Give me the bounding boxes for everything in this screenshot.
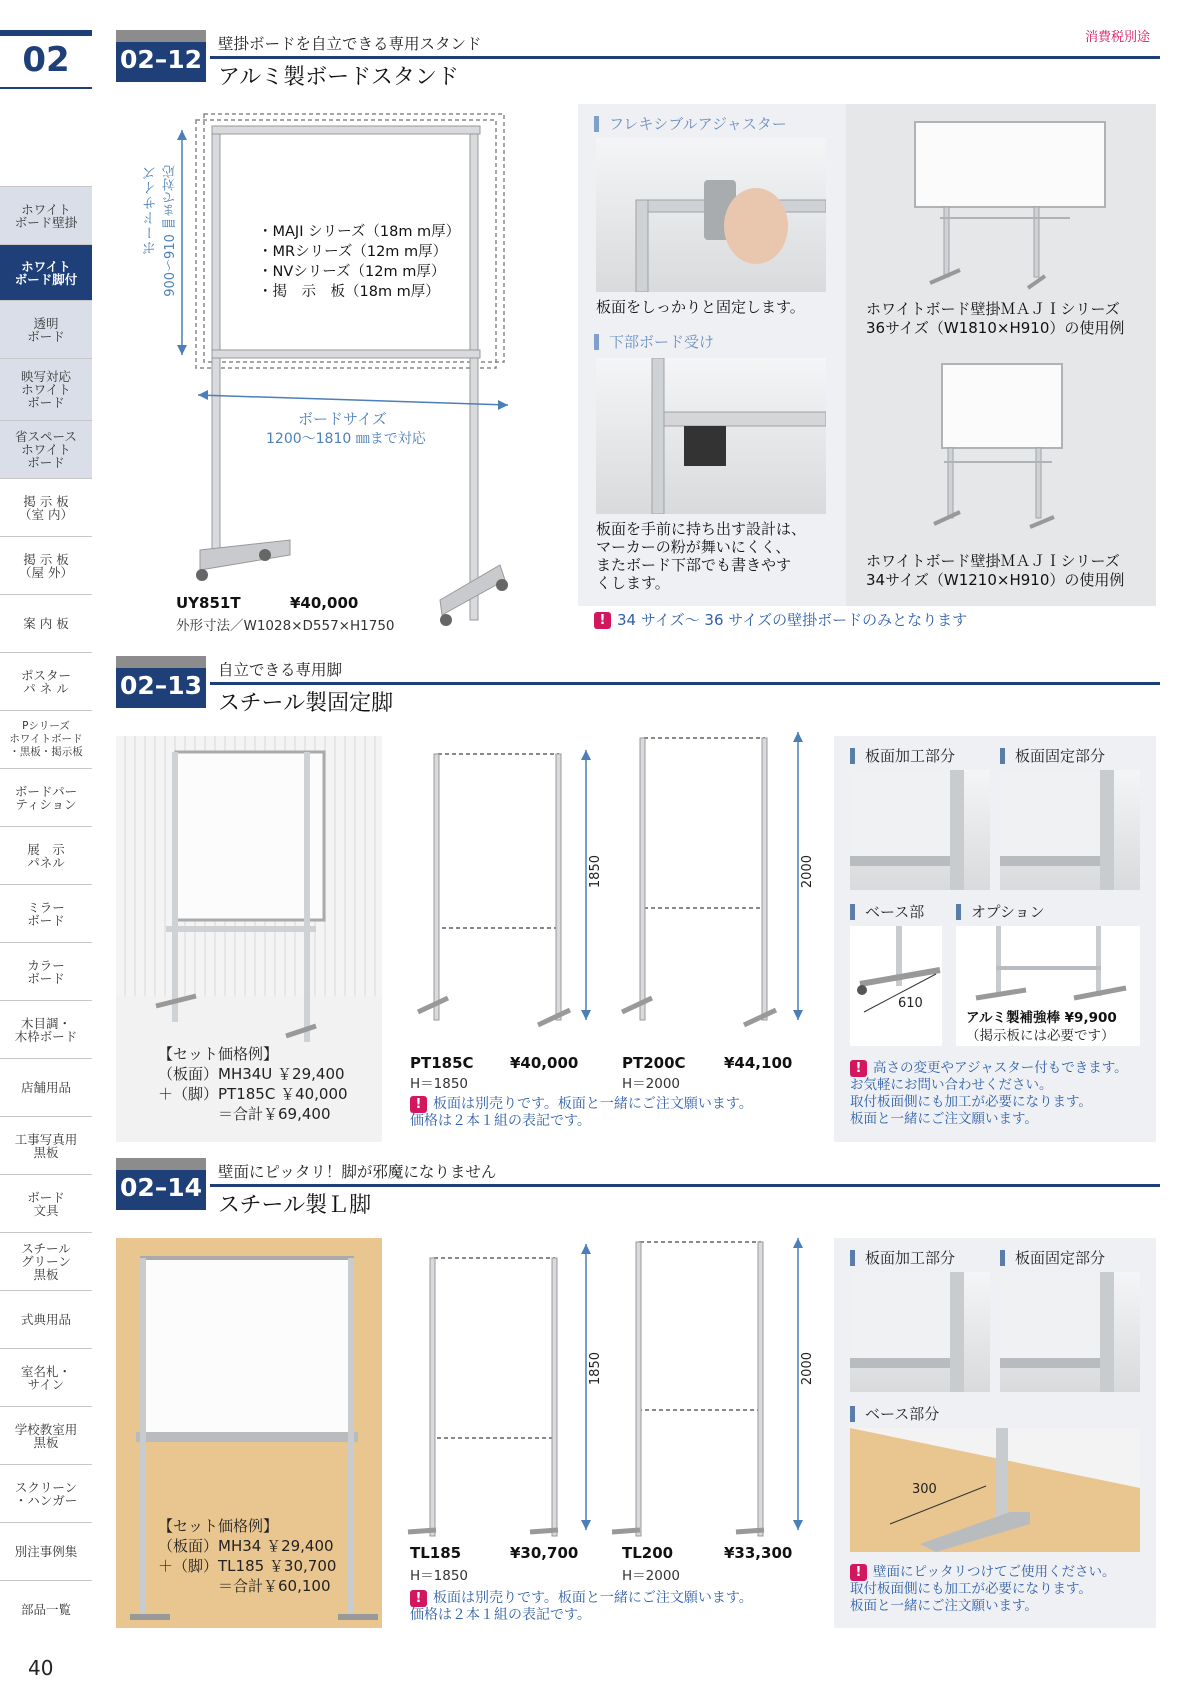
sidebar-item-label: 案 内 板: [23, 616, 69, 631]
board-fixing-label: 板面固定部分: [1000, 1250, 1105, 1266]
caster-text: 板面をしっかりと固定します。: [596, 298, 805, 316]
sidebar-item-label: ミラー ボード: [27, 899, 65, 928]
sold-separately-note: ! 板面は別売りです。板面と一緒にご注文願います。 価格は２本１組の表記です。: [410, 1096, 753, 1129]
sidebar-item[interactable]: [0, 1058, 92, 1116]
height-dimension: 2000: [800, 1352, 815, 1386]
sidebar-item-label: ボード 文具: [27, 1189, 65, 1218]
sidebar-item-label: ポスター パ ネ ル: [20, 667, 71, 696]
board-size-vertical-label: ボードサイズ: [142, 165, 158, 255]
custom-order-note: ! 高さの変更やアジャスター付もできます。 お気軽にお問い合わせください。 取付板面側にも加工が必要になります。 板面と一緒にご注文願います。: [850, 1060, 1128, 1127]
product-height: H＝2000: [622, 1076, 681, 1092]
sidebar-item[interactable]: [0, 1116, 92, 1174]
section-title: アルミ製ボードスタンド: [218, 65, 459, 90]
sidebar-item[interactable]: [0, 420, 92, 478]
steel-stand-diagram: [400, 730, 820, 1050]
sidebar-item[interactable]: [0, 1290, 92, 1348]
board-size-horizontal-range: 1200〜1810 ㎜まで対応: [266, 431, 426, 447]
sidebar-item[interactable]: [0, 1000, 92, 1058]
sidebar-item[interactable]: [0, 1464, 92, 1522]
sidebar-item[interactable]: [0, 884, 92, 942]
sidebar-item-label: 店舗用品: [20, 1080, 71, 1095]
product-code: PT200C: [622, 1054, 686, 1072]
board-processing-photo: [850, 1272, 990, 1392]
sidebar-item[interactable]: [0, 478, 92, 536]
sidebar-item[interactable]: [0, 594, 92, 652]
board-fixing-photo: [1000, 1272, 1140, 1392]
sidebar-item-label: 学校教室用 黒板: [14, 1421, 78, 1450]
product-price: ¥30,700: [510, 1544, 579, 1562]
sidebar-item[interactable]: [0, 244, 92, 300]
warning-icon: !: [410, 1590, 427, 1607]
sidebar-item[interactable]: [0, 768, 92, 826]
set-price-example: 【セット価格例】 （板面）MH34 ￥29,400 ＋（脚）TL185 ￥30,700 ＝合計￥60,100: [158, 1517, 337, 1595]
sidebar-item[interactable]: [0, 652, 92, 710]
board-fixing-label: 板面固定部分: [1000, 748, 1105, 764]
sidebar-item-label: ボードパー ティション: [14, 783, 78, 812]
sidebar-item[interactable]: [0, 1580, 92, 1638]
section-code-02-14: 02–14: [116, 1158, 206, 1210]
sidebar-item-label: 部品一覧: [20, 1602, 71, 1617]
base-label: ベース部: [850, 904, 924, 920]
compatibility-note: ! 34 サイズ〜 36 サイズの壁掛ボードのみとなります: [594, 612, 967, 629]
sidebar-item[interactable]: [0, 710, 92, 768]
board-size-vertical-range: 900〜910 ㎜まで対応: [163, 165, 178, 297]
product-height: H＝1850: [410, 1568, 469, 1584]
sidebar-item[interactable]: [0, 536, 92, 594]
warning-icon: !: [850, 1060, 867, 1077]
bottom-support-label: 下部ボード受け: [594, 334, 714, 350]
base-dimension: 610: [898, 996, 923, 1011]
warning-icon: !: [594, 612, 611, 629]
sidebar-item[interactable]: [0, 1174, 92, 1232]
sidebar-item[interactable]: [0, 942, 92, 1000]
section-rule: [210, 1184, 1160, 1187]
product-price: ¥33,300: [724, 1544, 793, 1562]
page-number: 40: [28, 1656, 54, 1680]
board-fixing-photo: [1000, 770, 1140, 890]
usage-example-34-illustration: [930, 362, 1070, 532]
warning-icon: !: [410, 1096, 427, 1113]
bottom-support-text: 板面を手前に持ち出す設計は、 マーカーの粉が舞いにくく、 またボード下部でも書きやす くします。: [596, 520, 807, 592]
usage-example-36-illustration: [910, 118, 1110, 293]
product-code: TL185: [410, 1544, 462, 1562]
sidebar-item-label: 展 示 パネル: [27, 841, 65, 870]
height-dimension: 2000: [800, 855, 815, 889]
aluminum-stand-illustration: [130, 100, 530, 630]
installation-note: ! 壁面にピッタリつけてご使用ください。 取付板面側にも加工が必要になります。 板面と一緒にご注文願います。: [850, 1564, 1116, 1614]
sidebar-item-label: 室名札・ サイン: [20, 1363, 71, 1392]
section-subtitle: 自立できる専用脚: [218, 661, 343, 679]
sidebar-item-label: 式典用品: [20, 1312, 71, 1327]
sold-separately-note: ! 板面は別売りです。板面と一緒にご注文願います。 価格は２本１組の表記です。: [410, 1590, 753, 1623]
base-label: ベース部分: [850, 1406, 939, 1422]
sidebar-item-label: スチール グリーン 黒板: [21, 1241, 71, 1282]
sidebar-item-label: 掲 示 板 （屋 外）: [19, 551, 73, 580]
sidebar-item-label: スクリーン ・ハンガー: [14, 1479, 78, 1508]
section-rule: [210, 56, 1160, 59]
option-name: アルミ製補強棒 ¥9,900: [966, 1010, 1117, 1026]
board-processing-label: 板面加工部分: [850, 748, 955, 764]
board-processing-label: 板面加工部分: [850, 1250, 955, 1266]
section-subtitle: 壁掛ボードを自立できる専用スタンド: [218, 35, 482, 53]
usage-example-36-caption: ホワイトボード壁掛ＭＡＪＩシリーズ 36サイズ（W1810×H910）の使用例: [866, 300, 1125, 337]
chapter-number: 02: [22, 40, 70, 80]
option-note: （掲示板には必要です）: [966, 1028, 1115, 1044]
base-dimension: 300: [912, 1482, 937, 1497]
base-photo: [850, 926, 942, 1046]
sidebar-item[interactable]: [0, 826, 92, 884]
board-processing-photo: [850, 770, 990, 890]
section-title: スチール製固定脚: [218, 691, 394, 716]
l-leg-base-photo: [850, 1428, 1140, 1552]
sidebar-item-label: 掲 示 板 （室 内）: [19, 493, 73, 522]
section-code-02-13: 02–13: [116, 656, 206, 708]
sidebar-item[interactable]: [0, 1348, 92, 1406]
height-dimension: 1850: [588, 1352, 603, 1386]
usage-example-34-caption: ホワイトボード壁掛ＭＡＪＩシリーズ 34サイズ（W1210×H910）の使用例: [866, 552, 1125, 589]
product-dimensions: 外形寸法／W1028×D557×H1750: [176, 618, 395, 634]
sidebar-item-label: 映写対応 ホワイト ボード: [20, 369, 71, 410]
product-height: H＝2000: [622, 1568, 681, 1584]
sidebar-item[interactable]: [0, 1406, 92, 1464]
sidebar-item-label: ホワイト ボード脚付: [14, 258, 78, 287]
option-label: オプション: [956, 904, 1045, 920]
sidebar-item[interactable]: [0, 358, 92, 420]
sidebar-item[interactable]: [0, 186, 92, 244]
product-height: H＝1850: [410, 1076, 469, 1092]
sidebar-item-label: 省スペース ホワイト ボード: [15, 429, 77, 470]
product-price: ¥40,000: [510, 1054, 579, 1072]
sidebar-item-label: カラー ボード: [27, 957, 65, 986]
sidebar-item-label: 透明 ボード: [27, 315, 65, 344]
section-subtitle: 壁面にピッタリ！脚が邪魔になりません: [218, 1163, 497, 1181]
sidebar-item-label: 工事写真用 黒板: [14, 1131, 78, 1160]
set-price-example: 【セット価格例】 （板面）MH34U ￥29,400 ＋（脚）PT185C ￥40,000 ＝合計￥69,400: [158, 1045, 348, 1123]
caster-photo: [596, 138, 826, 292]
chapter-sidebar: [0, 0, 92, 1697]
board-size-horizontal-label: ボードサイズ: [298, 410, 387, 428]
height-dimension: 1850: [588, 855, 603, 889]
bottom-support-photo: [596, 358, 826, 514]
product-code: TL200: [622, 1544, 674, 1562]
product-price: ¥44,100: [724, 1054, 793, 1072]
product-code: UY851T: [176, 594, 241, 612]
sidebar-item-label: 木目調・ 木枠ボード: [14, 1015, 78, 1044]
section-title: スチール製Ｌ脚: [218, 1193, 372, 1218]
sidebar-item[interactable]: [0, 300, 92, 358]
sidebar-item-label: 別注事例集: [14, 1544, 78, 1559]
tax-note: 消費税別途: [1085, 30, 1151, 45]
caster-label: フレキシブルアジャスター: [594, 116, 787, 132]
compatible-series: ・MAJI シリーズ（18m m厚） ・MRシリーズ（12m m厚） ・NVシリーズ（12m m厚） ・掲 示 板（18m m厚）: [258, 224, 461, 300]
product-price: ¥40,000: [290, 594, 359, 612]
product-code: PT185C: [410, 1054, 474, 1072]
l-leg-diagram: [400, 1232, 820, 1542]
sidebar-item-label: ホワイト ボード壁掛: [14, 201, 78, 230]
warning-icon: !: [850, 1564, 867, 1581]
section-rule: [210, 682, 1160, 685]
chapter-marker: [0, 30, 92, 90]
section-code-02-12: 02–12: [116, 30, 206, 82]
sidebar-item[interactable]: [0, 1522, 92, 1580]
sidebar-item-label: Pシリーズ ホワイトボード ・黒板・掲示板: [9, 720, 83, 758]
sidebar-item[interactable]: [0, 1232, 92, 1290]
